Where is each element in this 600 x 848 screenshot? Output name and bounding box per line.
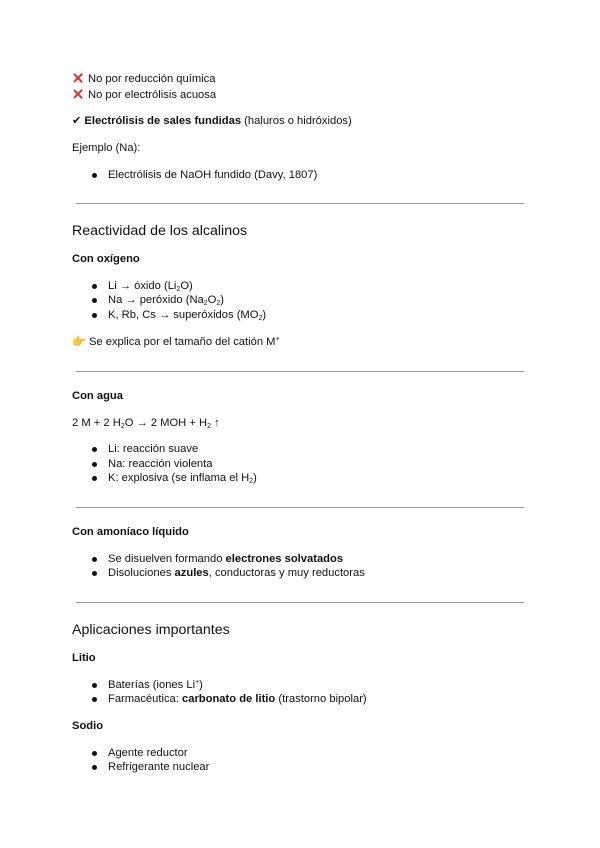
- list-item: Refrigerante nuclear: [108, 760, 209, 774]
- bullet-icon: [92, 683, 97, 688]
- pointing-hand-icon: 👉: [72, 336, 86, 348]
- list-item: Na: reacción violenta: [108, 457, 212, 471]
- bullet-icon: [92, 751, 97, 756]
- divider: [76, 602, 524, 603]
- list-item: Baterías (iones Li+): [108, 678, 203, 692]
- bullet-icon: [92, 284, 97, 289]
- list-item: Disoluciones azules, conductoras y muy reductoras: [108, 566, 365, 580]
- bullet-icon: [92, 697, 97, 702]
- bullet-icon: [92, 173, 97, 178]
- no-chemical-reduction-line: No por reducción química: [72, 72, 215, 86]
- red-cross-icon: [72, 72, 84, 84]
- no-aqueous-electrolysis-line: No por electrólisis acuosa: [72, 88, 216, 102]
- bullet-icon: [92, 298, 97, 303]
- bullet-icon: [92, 313, 97, 318]
- red-cross-icon: [72, 88, 84, 100]
- bullet-icon: [92, 571, 97, 576]
- water-reaction-equation: 2 M + 2 $H_2O \to 2$ MOH + $H_2$ ↑: [72, 417, 220, 430]
- example-label: Ejemplo (Na):: [72, 142, 141, 154]
- list-item: Na → peróxido $(Na_2O_2)$: [108, 293, 224, 307]
- list-item: K, Rb, Cs → superóxidos $(MO_2)$: [108, 308, 266, 322]
- sodium-subheading: Sodio: [72, 720, 104, 732]
- list-item: K: explosiva (se inflama el $H_2$): [108, 471, 257, 485]
- water-subheading: Con agua: [72, 390, 123, 402]
- bullet-icon: [92, 557, 97, 562]
- cation-size-note: 👉 Se explica por el tamaño del catión M+: [72, 336, 280, 348]
- list-item: Li: reacción suave: [108, 442, 198, 456]
- bullet-icon: [92, 462, 97, 467]
- reactivity-heading: Reactividad de los alcalinos: [72, 223, 248, 239]
- applications-heading: Aplicaciones importantes: [72, 622, 230, 638]
- divider: [76, 371, 524, 372]
- lithium-subheading: Litio: [72, 652, 96, 664]
- oxygen-subheading: Con oxígeno: [72, 253, 140, 265]
- list-item: Agente reductor: [108, 746, 188, 760]
- molten-salt-electrolysis-line: ✔ Electrólisis de sales fundidas (haluros o hidróxidos): [72, 115, 352, 127]
- list-item: Electrólisis de NaOH fundido (Davy, 1807): [108, 168, 317, 182]
- bullet-icon: [92, 476, 97, 481]
- bullet-icon: [92, 765, 97, 770]
- list-item: Farmacéutica: carbonato de litio (trastorno bipolar): [108, 692, 367, 706]
- list-item: Se disuelven formando electrones solvatados: [108, 552, 343, 566]
- bullet-icon: [92, 447, 97, 452]
- ammonia-subheading: Con amoníaco líquido: [72, 526, 189, 538]
- divider: [76, 507, 524, 508]
- check-mark-icon: ✔: [72, 115, 82, 127]
- list-item: Li → óxido $(Li_2O)$: [108, 279, 193, 293]
- divider: [76, 203, 524, 204]
